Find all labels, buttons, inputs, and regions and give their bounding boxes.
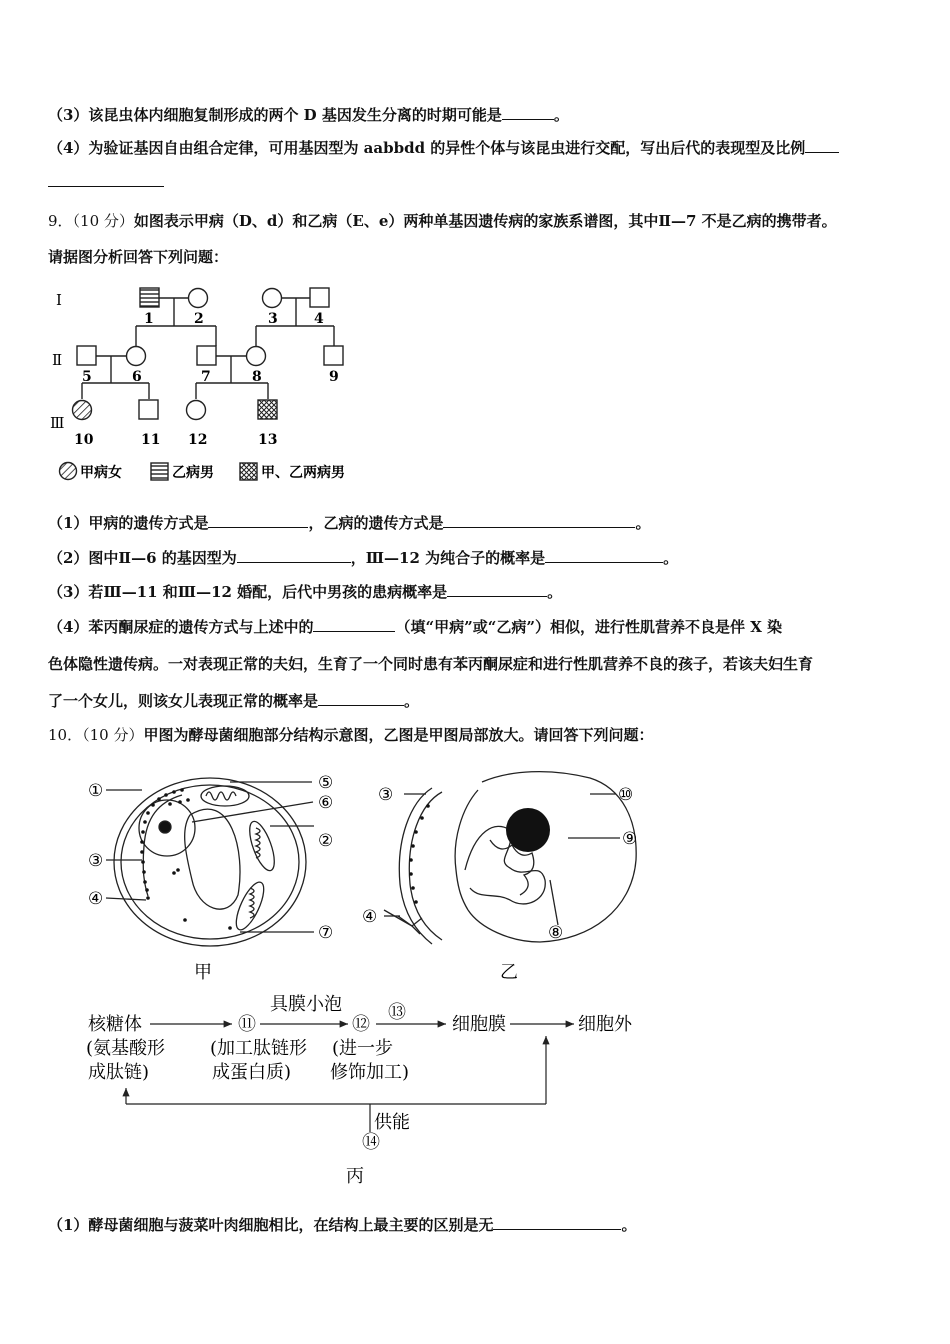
q9-stem-line-2 xyxy=(48,246,228,267)
legend-label: 乙病男 xyxy=(172,465,214,481)
individual-number: 1 xyxy=(144,311,154,327)
q9-stem-line xyxy=(48,210,837,231)
individual-number: 6 xyxy=(132,369,142,385)
membrane-fragment xyxy=(409,792,442,940)
q8-text-4: （4）为验证基因自由组合定律，可用基因型为 aabbdd 的异性个体与该昆虫进行交配，写出后代的表现型及比例 xyxy=(48,139,806,157)
q10-stem: 甲图为酵母菌细胞部分结构示意图，乙图是甲图局部放大。请回答下列问题： xyxy=(143,726,654,744)
answer-blank[interactable] xyxy=(318,691,404,706)
q8-text-3: （3）该昆虫体内细胞复制形成的两个 D 基因发生分离的时期可能是 xyxy=(48,106,502,124)
yi-nucleolus xyxy=(506,808,550,852)
structure-label: ① xyxy=(88,781,104,801)
mitochondrion xyxy=(201,786,249,806)
individual-1-male-disease-b xyxy=(140,288,159,307)
structure-label: ⑥ xyxy=(318,793,334,813)
individual-number: 9 xyxy=(329,369,339,385)
figure-caption: 丙 xyxy=(346,1166,364,1187)
q9-sub-4 xyxy=(48,616,782,637)
individual-number: 12 xyxy=(188,432,208,448)
flow-node-placeholder: ⑭ xyxy=(362,1132,380,1153)
individual-number: 8 xyxy=(252,369,262,385)
individual-number: 11 xyxy=(141,432,161,448)
legend-symbol xyxy=(151,463,168,480)
mitochondrion xyxy=(245,818,280,873)
q10-stem-line xyxy=(48,724,653,745)
protein-secretion-flowchart xyxy=(80,992,670,1192)
figure-caption: 乙 xyxy=(500,962,518,983)
answer-blank[interactable] xyxy=(48,172,164,187)
individual-number: 5 xyxy=(82,369,92,385)
q9-sub-3-text: 。 xyxy=(547,583,563,601)
q10-sub-1 xyxy=(48,1214,636,1235)
flow-node-extracellular: 细胞外 xyxy=(578,1014,632,1035)
individual-4-male xyxy=(310,288,329,307)
q9-sub-4-text: （填“甲病”或“乙病”）相似，进行性肌营养不良是伴 X 染 xyxy=(395,618,783,636)
flow-node-placeholder: ⑫ xyxy=(352,1014,370,1035)
flow-node-note: (加工肽链形 xyxy=(210,1038,308,1059)
structure-label: ③ xyxy=(88,851,104,871)
structure-label: ⑦ xyxy=(318,923,334,943)
q9-sub-2-text: （2）图中Ⅱ—6 的基因型为 xyxy=(48,549,237,567)
flow-node-note: (氨基酸形 xyxy=(86,1038,166,1059)
flow-node-note: 成蛋白质) xyxy=(212,1062,292,1083)
q9-sub-2-text: 。 xyxy=(663,549,679,567)
individual-6-female xyxy=(127,347,146,366)
flow-node-note: (进一步 xyxy=(332,1038,394,1059)
flow-edge-label: ⑬ xyxy=(388,1002,406,1023)
answer-blank[interactable] xyxy=(237,548,351,563)
q8-line-4 xyxy=(48,137,839,158)
structure-label: ② xyxy=(318,831,334,851)
q9-sub-4-text: 了一个女儿，则该女儿表现正常的概率是 xyxy=(48,692,319,710)
generation-label: Ⅰ xyxy=(56,291,62,309)
individual-number: 7 xyxy=(201,369,211,385)
structure-label: ⑨ xyxy=(622,829,638,849)
legend-label: 甲、乙两病男 xyxy=(261,465,345,481)
flow-node-golgi-placeholder: ⑪ xyxy=(238,1014,256,1035)
individual-3-female xyxy=(263,289,282,308)
q9-sub-2-text: ，Ⅲ—12 为纯合子的概率是 xyxy=(350,549,546,567)
question-number: 10．（10 分） xyxy=(48,726,144,744)
q9-sub-4-text: 色体隐性遗传病。一对表现正常的夫妇，生育了一个同时患有苯丙酮尿症和进行性肌营养不良的孩子，若该夫妇生育 xyxy=(48,655,814,673)
individual-10-female-disease-a xyxy=(73,401,92,420)
structure-label: ⑩ xyxy=(618,785,634,805)
answer-blank[interactable] xyxy=(447,582,547,597)
flow-edge-label: 具膜小泡 xyxy=(270,994,342,1015)
structure-label: ⑤ xyxy=(318,773,334,793)
q9-sub-3-text: （3）若Ⅲ—11 和Ⅲ—12 婚配，后代中男孩的患病概率是 xyxy=(48,583,448,601)
individual-13-male-both-diseases xyxy=(258,400,277,419)
individual-7-male xyxy=(197,346,216,365)
individual-8-female xyxy=(247,347,266,366)
individual-number: 2 xyxy=(194,311,204,327)
individual-11-male xyxy=(139,400,158,419)
q9-sub-1-text: （1）甲病的遗传方式是 xyxy=(48,514,209,532)
individual-number: 13 xyxy=(258,432,278,448)
individual-2-female xyxy=(189,289,208,308)
answer-blank[interactable] xyxy=(208,513,308,528)
q9-sub-1-text: ，乙病的遗传方式是 xyxy=(308,514,444,532)
individual-5-male xyxy=(77,346,96,365)
q9-sub-4-text: 。 xyxy=(404,692,420,710)
individual-12-female xyxy=(187,401,206,420)
q8-line-3 xyxy=(48,104,569,125)
q9-sub-3 xyxy=(48,581,562,602)
q10-sub-1-text: （1）酵母菌细胞与菠菜叶肉细胞相比，在结构上最主要的区别是无 xyxy=(48,1216,494,1234)
answer-blank[interactable] xyxy=(502,105,554,120)
structure-label: ⑧ xyxy=(548,923,564,943)
nucleolus xyxy=(159,821,171,833)
structure-label: ③ xyxy=(378,785,394,805)
flow-edge-label: 供能 xyxy=(374,1112,410,1133)
answer-blank[interactable] xyxy=(443,513,635,528)
q9-sub-4-cont2 xyxy=(48,690,419,711)
answer-blank[interactable] xyxy=(493,1215,621,1230)
individual-number: 4 xyxy=(314,311,324,327)
structure-label: ④ xyxy=(88,889,104,909)
structure-label: ④ xyxy=(362,907,378,927)
generation-label: Ⅲ xyxy=(50,414,65,432)
flow-node-cell-membrane: 细胞膜 xyxy=(452,1014,506,1035)
pedigree-chart xyxy=(44,280,374,495)
q9-sub-4-text: （4）苯丙酮尿症的遗传方式与上述中的 xyxy=(48,618,314,636)
individual-number: 3 xyxy=(268,311,278,327)
individual-9-male xyxy=(324,346,343,365)
answer-blank[interactable] xyxy=(545,548,663,563)
question-number: 9．（10 分） xyxy=(48,212,134,230)
flow-node-note: 修饰加工) xyxy=(330,1062,410,1083)
yeast-cell-diagram xyxy=(70,760,670,985)
q8-text-3-end: 。 xyxy=(553,106,569,124)
q10-sub-1-text: 。 xyxy=(621,1216,637,1234)
answer-blank[interactable] xyxy=(805,138,839,153)
answer-blank[interactable] xyxy=(313,617,395,632)
legend-label: 甲病女 xyxy=(80,465,122,481)
individual-number: 10 xyxy=(74,432,94,448)
flow-node-note: 成肽链) xyxy=(88,1062,150,1083)
flow-node-ribosome: 核糖体 xyxy=(88,1014,142,1035)
legend-symbol xyxy=(240,463,257,480)
figure-caption: 甲 xyxy=(194,962,212,983)
q8-line-4b xyxy=(48,172,164,191)
q9-sub-1-text: 。 xyxy=(635,514,651,532)
q9-stem: 如图表示甲病（D、d）和乙病（E、e）两种单基因遗传病的家族系谱图，其中Ⅱ—7 不是乙病的携带者。 xyxy=(133,212,837,230)
q9-sub-2 xyxy=(48,547,678,568)
legend-symbol xyxy=(60,463,77,480)
q9-sub-4-cont xyxy=(48,653,813,674)
q9-stem-2: 请据图分析回答下列问题： xyxy=(48,248,229,266)
generation-label: Ⅱ xyxy=(52,351,63,369)
q9-sub-1 xyxy=(48,512,650,533)
nuclear-envelope xyxy=(468,772,636,942)
